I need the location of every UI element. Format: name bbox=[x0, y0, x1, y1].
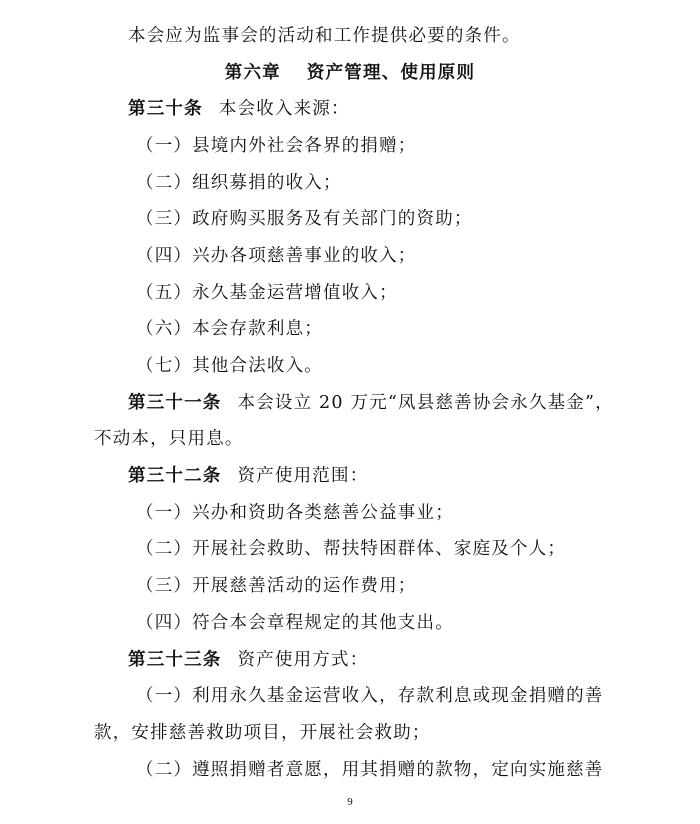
article-30-item-1: （一）县境内外社会各界的捐赠； bbox=[136, 136, 417, 156]
article-30-item-6: （六）本会存款利息； bbox=[136, 319, 323, 339]
article-33-item-2-line-1: （二）遵照捐赠者意愿，用其捐赠的款物，定向实施慈善 bbox=[136, 760, 604, 780]
chapter-heading bbox=[0, 61, 700, 85]
article-31-text: 本会设立 20 万元“凤县慈善协会永久基金”， bbox=[237, 393, 614, 413]
article-32-item-3: （三）开展慈善活动的运作费用； bbox=[136, 576, 417, 596]
article-33-text: 资产使用方式： bbox=[237, 650, 369, 670]
article-33-item-1-line-1: （一）利用永久基金运营收入，存款利息或现金捐赠的善 bbox=[136, 686, 604, 706]
article-30-item-5: （五）永久基金运营增值收入； bbox=[136, 283, 398, 303]
article-30-item-7: （七）其他合法收入。 bbox=[136, 356, 323, 376]
article-33-heading bbox=[128, 648, 700, 672]
article-32-label: 第三十二条 bbox=[128, 466, 222, 486]
article-30-heading bbox=[128, 97, 700, 121]
article-32-item-1: （一）兴办和资助各类慈善公益事业； bbox=[136, 503, 454, 523]
article-31-continuation: 不动本，只用息。 bbox=[94, 429, 244, 449]
article-32-item-2: （二）开展社会救助、帮扶特困群体、家庭及个人； bbox=[136, 539, 567, 559]
article-33-label: 第三十三条 bbox=[128, 650, 222, 670]
article-30-item-4: （四）兴办各项慈善事业的收入； bbox=[136, 246, 417, 266]
article-31-label: 第三十一条 bbox=[128, 393, 222, 413]
article-30-label: 第三十条 bbox=[128, 99, 203, 119]
article-30-text: 本会收入来源： bbox=[218, 99, 350, 119]
page-number: 9 bbox=[347, 796, 353, 808]
article-32-heading bbox=[128, 464, 700, 488]
article-32-text: 资产使用范围： bbox=[237, 466, 369, 486]
article-33-item-1-line-2: 款，安排慈善救助项目，开展社会救助； bbox=[94, 723, 431, 743]
chapter-title: 资产管理、使用原则 bbox=[306, 63, 476, 83]
article-30-item-3: （三）政府购买服务及有关部门的资助； bbox=[136, 209, 473, 229]
chapter-number: 第六章 bbox=[224, 63, 281, 83]
article-31-heading bbox=[128, 391, 700, 415]
intro-paragraph: 本会应为监事会的活动和工作提供必要的条件。 bbox=[128, 26, 521, 46]
article-30-item-2: （二）组织募捐的收入； bbox=[136, 173, 342, 193]
article-32-item-4: （四）符合本会章程规定的其他支出。 bbox=[136, 613, 454, 633]
